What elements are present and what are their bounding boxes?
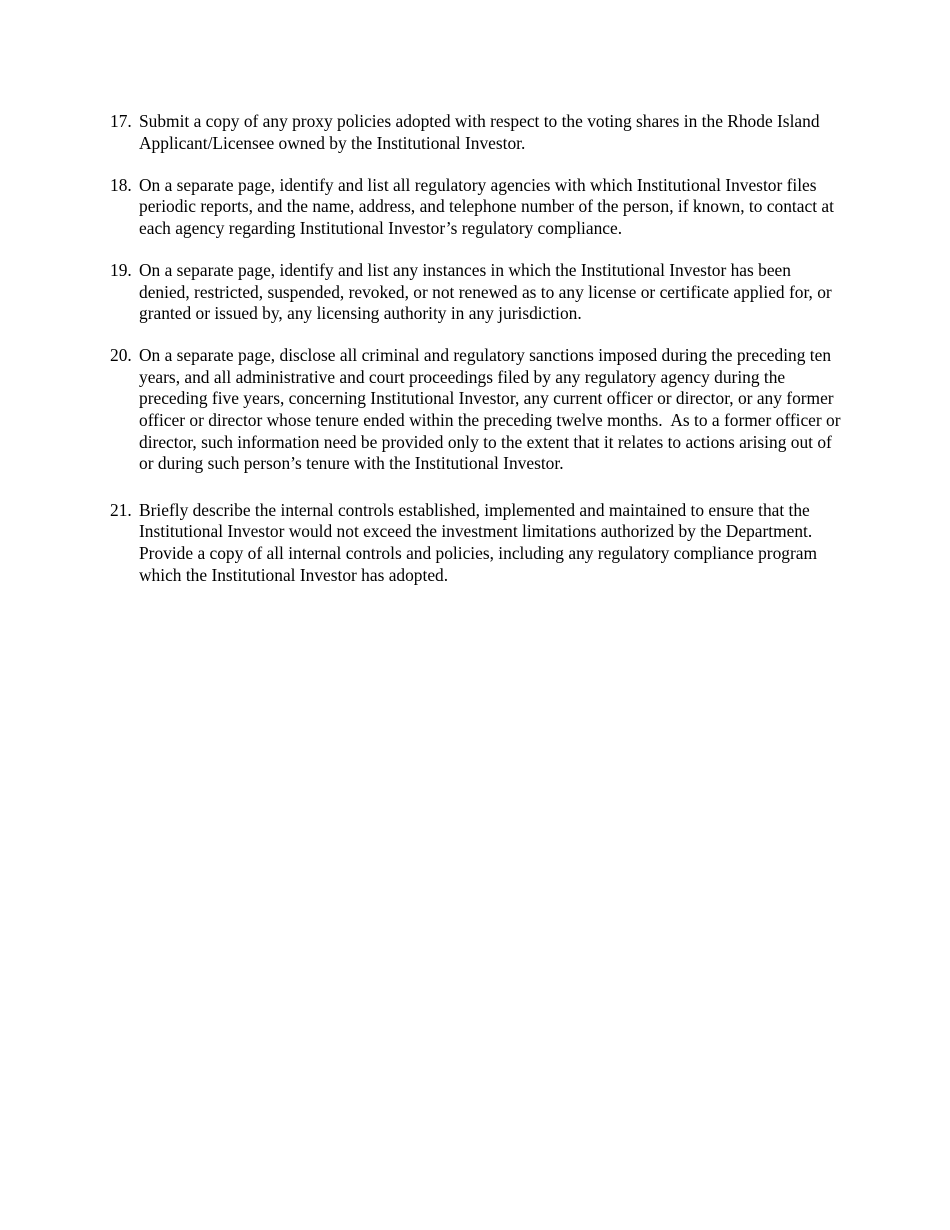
item-number: 17.: [110, 111, 132, 131]
list-item-20: [110, 345, 845, 475]
item-text: Briefly describe the internal controls established, implemented and maintained to ensure that the Institutional Investor would not exceed the investment limitations authorized by the Department. Provide a copy of all internal controls and policies, including any regulatory compliance program which the Institutional Investor has adopted.: [139, 499, 822, 585]
item-number: 19.: [110, 259, 132, 280]
item-text: On a separate page, identify and list all regulatory agencies with which Institutional Investor files periodic reports, and the name, address, and telephone number of the person, if known, to contact at each agency regarding Institutional Investor’s regulatory compliance.: [139, 174, 839, 238]
list-item-17: [110, 111, 845, 154]
item-number: 20.: [110, 345, 132, 366]
item-text: On a separate page, disclose all criminal and regulatory sanctions imposed during the preceding ten years, and all administrative and court proceedings filed by any regulatory agency during the preceding five years, concerning Institutional Investor, any current officer or director, or any former officer or director whose tenure ended within the preceding twelve months. As to a former officer or director, such information need be provided only to the extent that it relates to actions arising out of or during such person’s tenure with the Institutional Investor.: [139, 345, 845, 474]
numbered-item-list: [110, 111, 845, 607]
item-text: Submit a copy of any proxy policies adopted with respect to the voting shares in the Rhode Island Applicant/Licensee owned by the Institutional Investor.: [139, 111, 823, 153]
item-number: 21.: [110, 499, 132, 520]
list-item-19: [110, 260, 845, 325]
list-item-21: [110, 500, 845, 586]
list-item-18: [110, 175, 845, 240]
item-text: On a separate page, identify and list any instances in which the Institutional Investor has been denied, restricted, suspended, revoked, or not renewed as to any license or certificate applied for, or granted or issued by, any licensing authority in any jurisdiction.: [139, 259, 837, 324]
item-number: 18.: [110, 174, 132, 195]
